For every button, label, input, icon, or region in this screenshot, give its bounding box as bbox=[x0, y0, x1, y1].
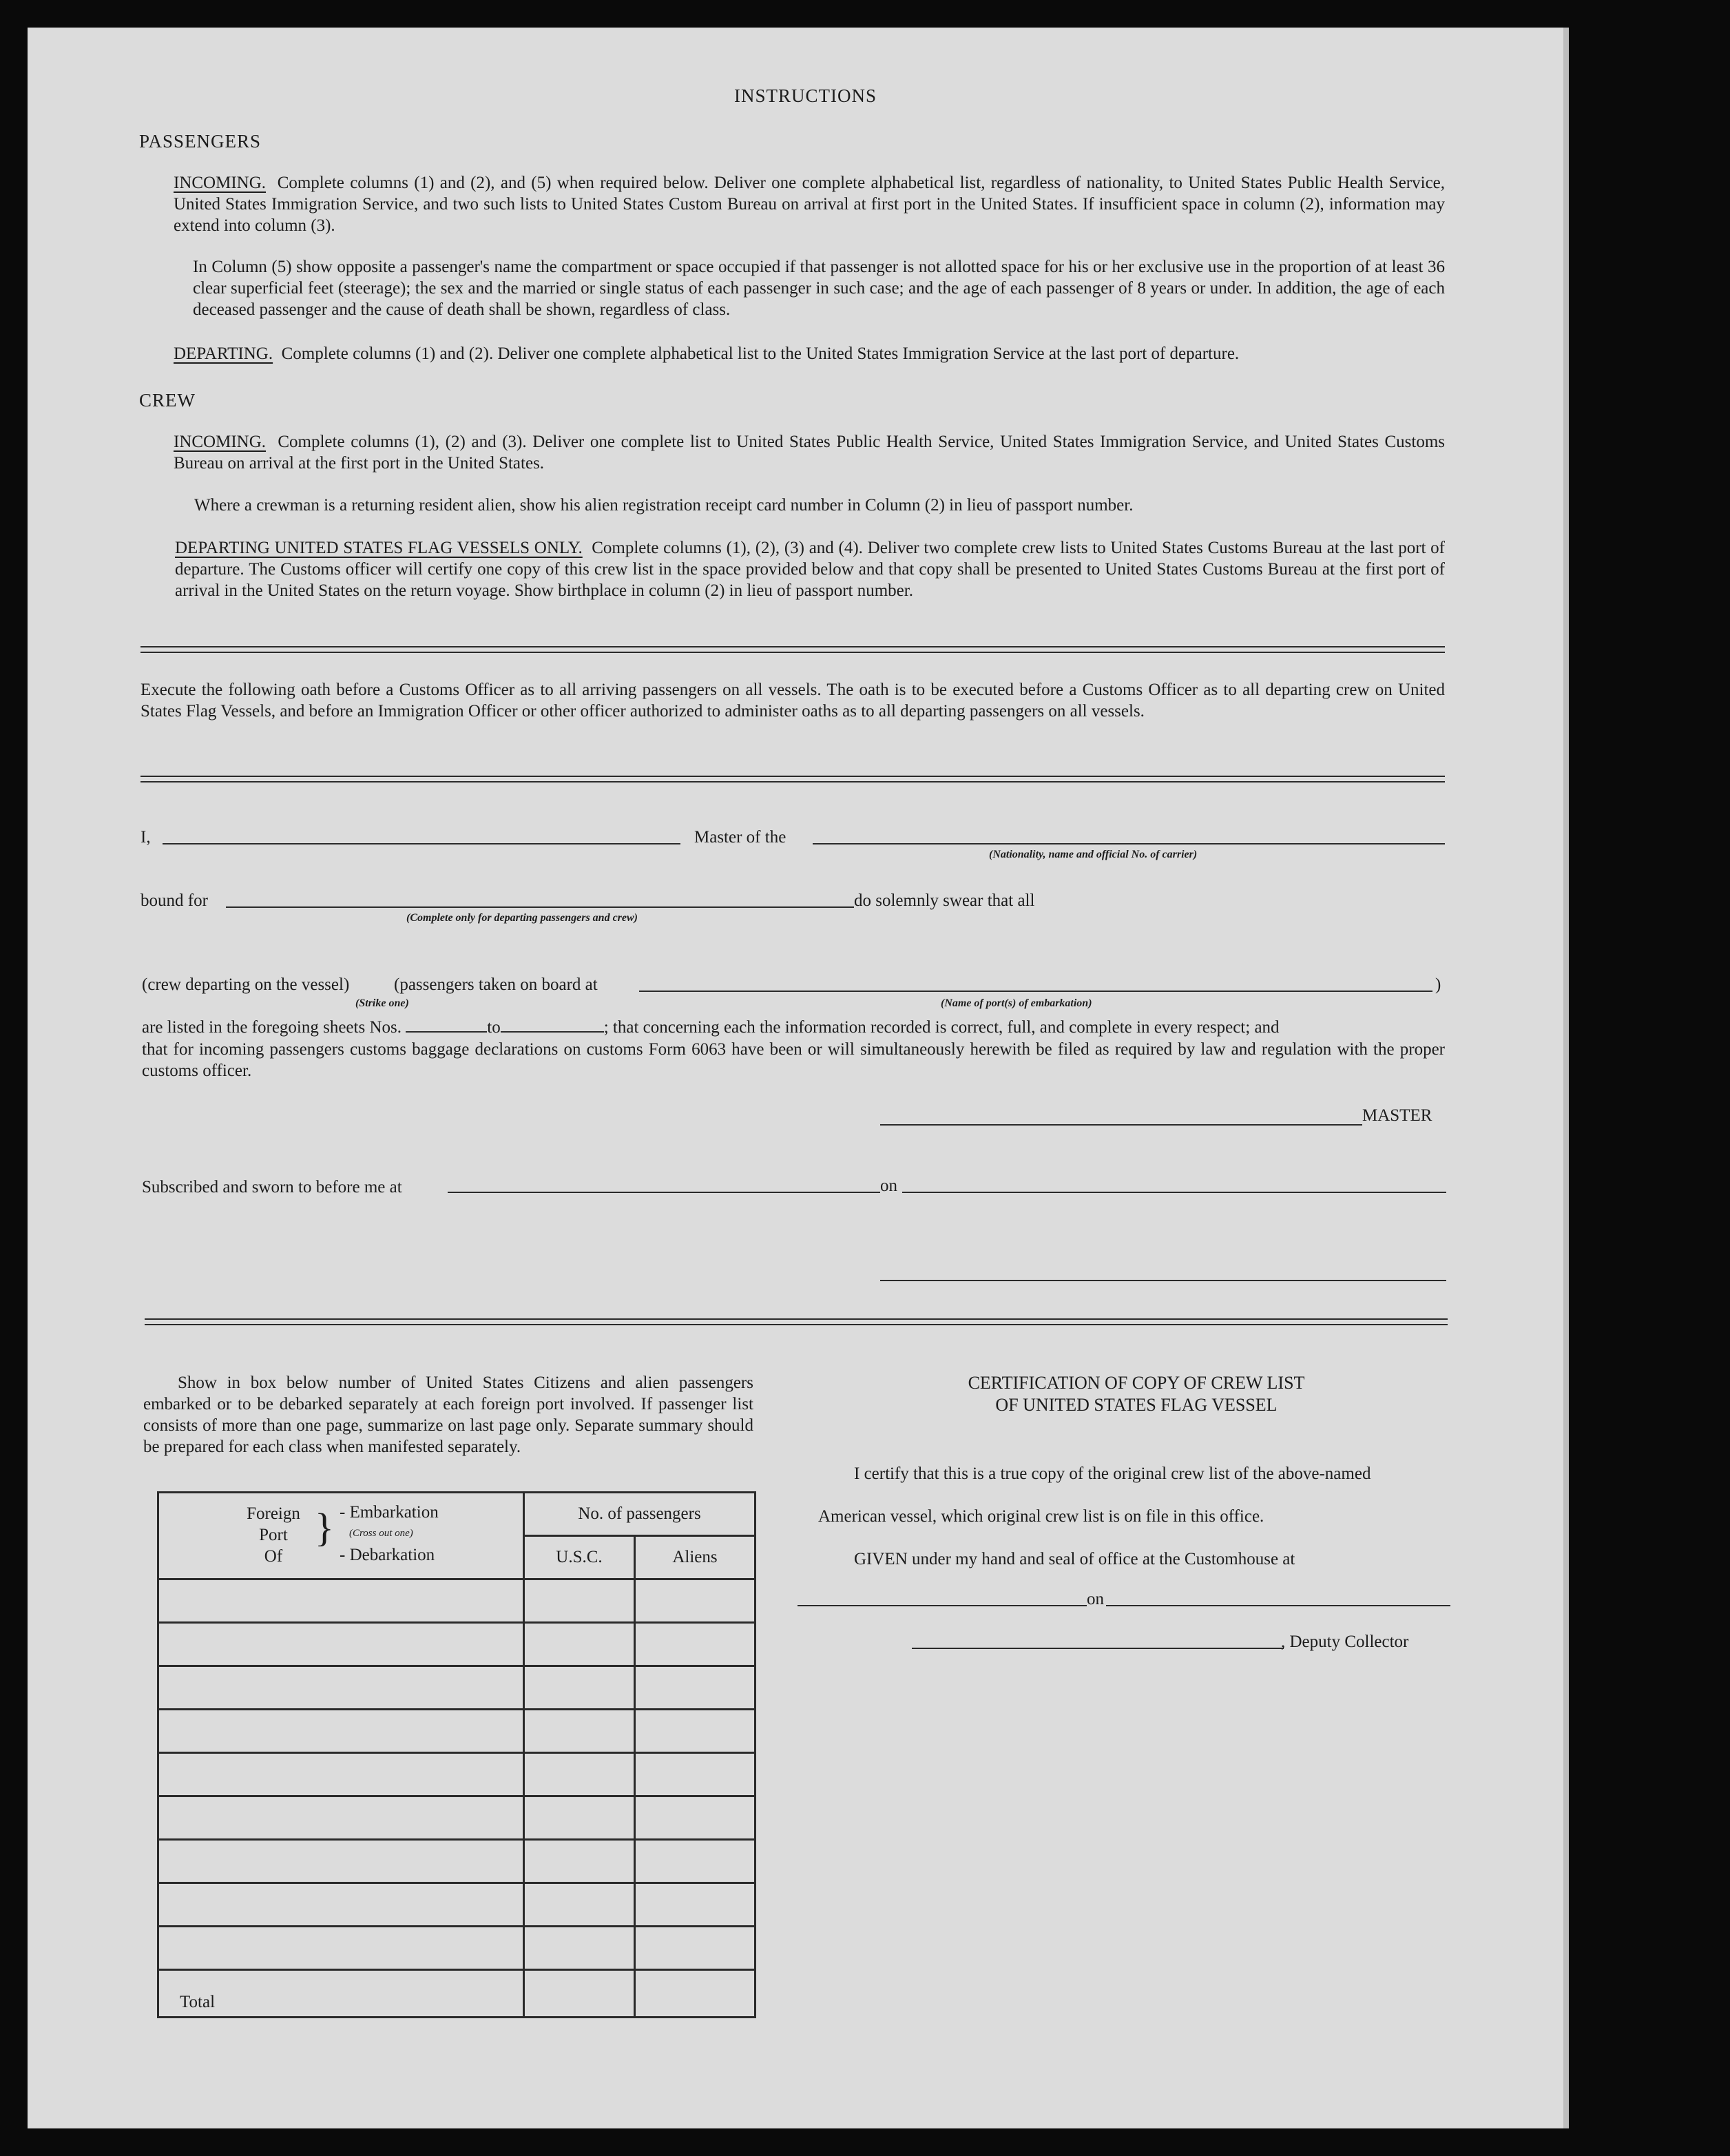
usc-cell[interactable] bbox=[524, 1579, 635, 1623]
aliens-total-cell[interactable] bbox=[635, 1970, 755, 2018]
passengers-incoming-paragraph bbox=[174, 172, 1445, 236]
swear-label: do solemnly swear that all bbox=[854, 891, 1035, 910]
foreign-label: Foreign bbox=[247, 1504, 300, 1523]
port-cell[interactable] bbox=[158, 1883, 524, 1927]
master-label: MASTER bbox=[1362, 1106, 1432, 1125]
deputy-collector-label: , Deputy Collector bbox=[1281, 1632, 1409, 1651]
crew-departing-paragraph bbox=[175, 537, 1445, 601]
officer-signature-field[interactable] bbox=[880, 1280, 1446, 1281]
certification-title bbox=[826, 1372, 1446, 1416]
embarkation-port-field[interactable] bbox=[639, 991, 1432, 992]
port-cell[interactable] bbox=[158, 1796, 524, 1840]
usc-cell[interactable] bbox=[524, 1927, 635, 1970]
aliens-cell[interactable] bbox=[635, 1883, 755, 1927]
aliens-cell[interactable] bbox=[635, 1623, 755, 1666]
port-cell[interactable] bbox=[158, 1840, 524, 1883]
section-divider bbox=[145, 1318, 1448, 1325]
sheet-from-field[interactable] bbox=[406, 1031, 487, 1033]
summary-instructions: Show in box below number of United States Citizens and alien passengers embarked or to be debarked separately at each foreign port involved. If passenger list consists of more than one page, summarize on last page only. Separate summary should be prepared for each class when manifested separately. bbox=[143, 1374, 753, 1456]
of-label: Of bbox=[264, 1547, 283, 1566]
table-row bbox=[158, 1579, 755, 1623]
subscribed-label: Subscribed and sworn to before me at bbox=[142, 1178, 402, 1196]
table-row bbox=[158, 1927, 755, 1970]
foreign-port-header bbox=[158, 1493, 524, 1579]
nationality-caption: (Nationality, name and official No. of carrier) bbox=[989, 849, 1198, 860]
page-title: INSTRUCTIONS bbox=[734, 85, 877, 106]
passengers-departing-text: Complete columns (1) and (2). Deliver one complete alphabetical list to the United States Immigration Service at the last port of departure. bbox=[281, 344, 1240, 363]
deputy-signature-field[interactable] bbox=[912, 1648, 1284, 1649]
table-row bbox=[158, 1623, 755, 1666]
certify-line2: American vessel, which original crew list is on file in this office. bbox=[818, 1507, 1264, 1526]
master-name-field[interactable] bbox=[163, 843, 680, 844]
table-row bbox=[158, 1840, 755, 1883]
customhouse-field[interactable] bbox=[798, 1605, 1087, 1606]
certification-date-field[interactable] bbox=[1106, 1605, 1450, 1606]
sworn-place-field[interactable] bbox=[448, 1192, 880, 1193]
master-of-label: Master of the bbox=[694, 828, 786, 847]
carrier-field[interactable] bbox=[813, 843, 1445, 844]
aliens-header: Aliens bbox=[635, 1536, 755, 1579]
aliens-cell[interactable] bbox=[635, 1710, 755, 1753]
crew-incoming-paragraph bbox=[174, 431, 1445, 474]
passengers-incoming-label: INCOMING. bbox=[174, 174, 267, 192]
aliens-cell[interactable] bbox=[635, 1927, 755, 1970]
certify-line1: I certify that this is a true copy of the original crew list of the above-named bbox=[854, 1464, 1371, 1483]
port-cell[interactable] bbox=[158, 1927, 524, 1970]
passengers-column5-paragraph: In Column (5) show opposite a passenger's name the compartment or space occupied if that passenger is not allotted space for his or her exclusive use in the proportion of at least 36 clear superficial feet (steerage); the sex and the married or single status of each passenger in such case; and the age of each passenger of 8 years or under. In addition, the age of each deceased passenger and the cause of death shall be shown, regardless of class. bbox=[193, 258, 1445, 319]
usc-cell[interactable] bbox=[524, 1883, 635, 1927]
aliens-cell[interactable] bbox=[635, 1753, 755, 1796]
certification-title-line1: CERTIFICATION OF COPY OF CREW LIST bbox=[968, 1373, 1305, 1393]
section-divider bbox=[140, 776, 1445, 782]
passengers-departing-paragraph bbox=[174, 343, 1445, 364]
cross-out-caption: (Cross out one) bbox=[349, 1528, 413, 1539]
crew-departing-text: Complete columns (1), (2), (3) and (4). Deliver two complete crew lists to United States Customs Bureau at the last port of departure. The Customs officer will certify one copy of this crew list in the space provided below and that copy shall be presented to United States Customs Bureau at the first port of arrival in the United States on the return voyage. Show birthplace in column (2) in lieu of passport number. bbox=[175, 539, 1446, 600]
crew-departing-option: (crew departing on the vessel) bbox=[142, 975, 350, 994]
port-label: Port bbox=[259, 1526, 288, 1544]
statement-rest: that for incoming passengers customs baggage declarations on customs Form 6063 have been or will simultaneously herewith be filed as required by law and regulation with the proper customs officer. bbox=[142, 1040, 1445, 1080]
crew-incoming-text: Complete columns (1), (2) and (3). Deliver one complete list to United States Public Health Service, United States Immigration Service, and United States Customs Bureau on arrival at the first port in the United States. bbox=[174, 433, 1446, 473]
crew-departing-label: DEPARTING UNITED STATES FLAG VESSELS ONLY. bbox=[175, 539, 583, 557]
aliens-cell[interactable] bbox=[635, 1796, 755, 1840]
bound-caption: (Complete only for departing passengers and crew) bbox=[406, 912, 638, 924]
table-row bbox=[158, 1883, 755, 1927]
passengers-incoming-text: Complete columns (1) and (2), and (5) when required below. Deliver one complete alphabetical list, regardless of nationality, to United States Public Health Service, United States Immigration Service, and two such lists to United States Custom Bureau on arrival at first port in the United States. If insufficient space in column (2), information may extend into column (3). bbox=[174, 174, 1446, 235]
passenger-summary-table bbox=[157, 1491, 756, 2018]
total-row bbox=[158, 1970, 755, 2018]
section-divider bbox=[140, 646, 1445, 653]
table-row bbox=[158, 1710, 755, 1753]
debarkation-label: - Debarkation bbox=[340, 1546, 435, 1564]
aliens-cell[interactable] bbox=[635, 1666, 755, 1710]
oath-i-label: I, bbox=[140, 828, 151, 847]
given-text: GIVEN under my hand and seal of office at the Customhouse at bbox=[854, 1550, 1295, 1568]
usc-cell[interactable] bbox=[524, 1666, 635, 1710]
page-edge bbox=[1563, 28, 1569, 2128]
embarkation-label: - Embarkation bbox=[340, 1503, 439, 1522]
aliens-cell[interactable] bbox=[635, 1579, 755, 1623]
usc-cell[interactable] bbox=[524, 1623, 635, 1666]
bound-for-label: bound for bbox=[140, 891, 208, 910]
bound-for-field[interactable] bbox=[226, 906, 854, 908]
passengers-heading: PASSENGERS bbox=[139, 131, 262, 152]
table-row bbox=[158, 1753, 755, 1796]
crew-incoming-label: INCOMING. bbox=[174, 433, 267, 451]
sworn-date-field[interactable] bbox=[902, 1192, 1446, 1193]
total-label: Total bbox=[158, 1970, 524, 2018]
statement-tail: ; that concerning each the information recorded is correct, full, and complete in every respect; and bbox=[603, 1018, 1280, 1037]
usc-cell[interactable] bbox=[524, 1710, 635, 1753]
port-cell[interactable] bbox=[158, 1753, 524, 1796]
aliens-cell[interactable] bbox=[635, 1840, 755, 1883]
port-cell[interactable] bbox=[158, 1623, 524, 1666]
listed-label: are listed in the foregoing sheets Nos. bbox=[142, 1018, 402, 1037]
crew-resident-alien-paragraph: Where a crewman is a returning resident alien, show his alien registration receipt card number in Column (2) in lieu of passport number. bbox=[194, 496, 1134, 515]
brace-icon: } bbox=[315, 1505, 334, 1550]
table-row bbox=[158, 1666, 755, 1710]
strike-caption: (Strike one) bbox=[355, 997, 409, 1009]
certification-on-label: on bbox=[1087, 1590, 1104, 1608]
sheet-to-field[interactable] bbox=[501, 1031, 604, 1033]
sworn-on-label: on bbox=[880, 1177, 897, 1195]
table-row bbox=[158, 1796, 755, 1840]
crew-heading: CREW bbox=[139, 390, 196, 411]
passengers-taken-option: (passengers taken on board at bbox=[394, 975, 598, 994]
port-cell[interactable] bbox=[158, 1710, 524, 1753]
usc-cell[interactable] bbox=[524, 1796, 635, 1840]
usc-cell[interactable] bbox=[524, 1753, 635, 1796]
usc-cell[interactable] bbox=[524, 1840, 635, 1883]
passengers-departing-label: DEPARTING. bbox=[174, 344, 273, 363]
oath-instructions: Execute the following oath before a Customs Officer as to all arriving passengers on all vessels. The oath is to be executed before a Customs Officer as to all departing crew on United States Flag Vessels, and before an Immigration Officer or other officer authorized to administer oaths as to all departing passengers on all vessels. bbox=[140, 681, 1445, 721]
usc-total-cell[interactable] bbox=[524, 1970, 635, 2018]
master-signature-field[interactable] bbox=[880, 1124, 1362, 1126]
listed-line bbox=[142, 1017, 1280, 1038]
no-passengers-header: No. of passengers bbox=[524, 1493, 755, 1536]
usc-header: U.S.C. bbox=[524, 1536, 635, 1579]
certification-title-line2: OF UNITED STATES FLAG VESSEL bbox=[995, 1395, 1278, 1415]
close-paren: ) bbox=[1435, 975, 1441, 994]
port-caption: (Name of port(s) of embarkation) bbox=[941, 997, 1092, 1009]
port-cell[interactable] bbox=[158, 1579, 524, 1623]
port-cell[interactable] bbox=[158, 1666, 524, 1710]
to-label: to bbox=[487, 1018, 501, 1037]
